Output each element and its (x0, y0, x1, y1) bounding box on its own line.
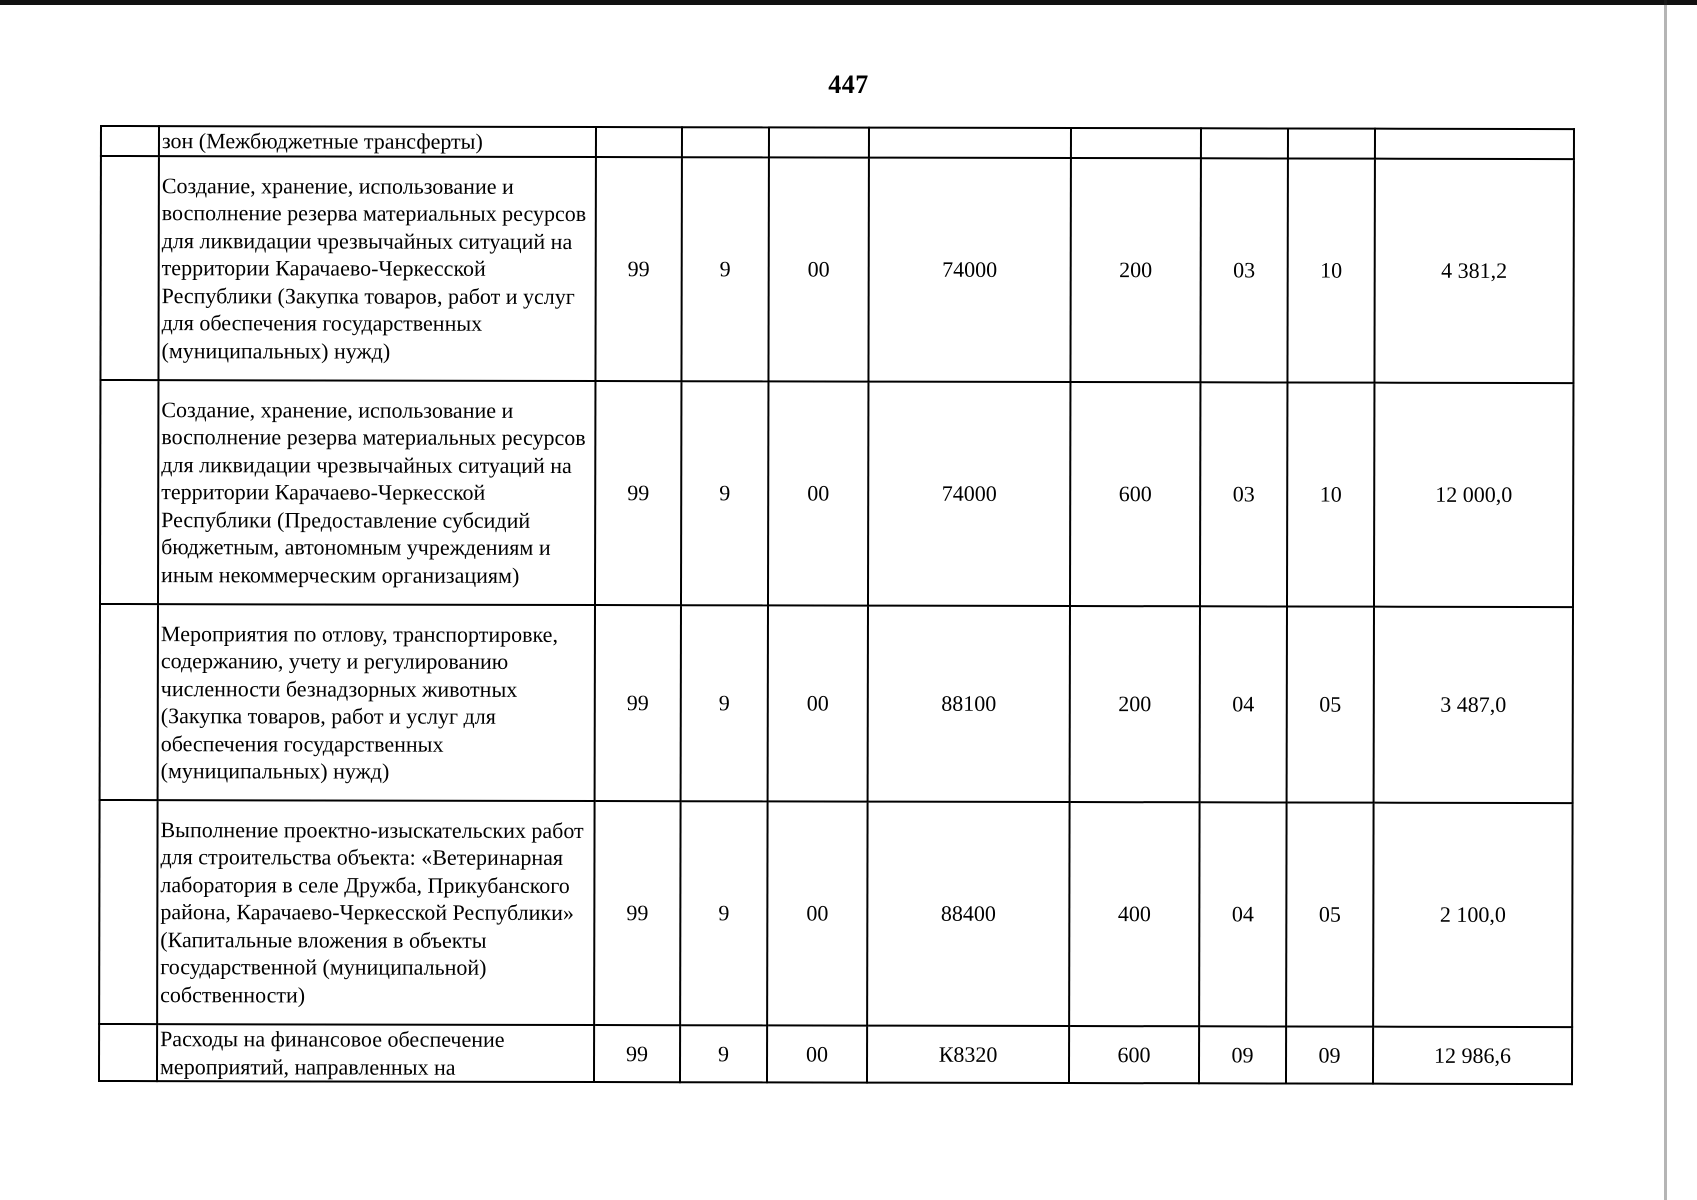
table-cell-section: 03 (1200, 158, 1287, 382)
table-cell-main-activity: 00 (767, 801, 867, 1025)
table-cell-amount: 12 986,6 (1373, 1027, 1572, 1084)
table-cell-index (99, 1024, 157, 1081)
table-cell-direction: 88100 (868, 606, 1070, 802)
table-cell (596, 127, 682, 157)
table-cell-direction: 74000 (868, 382, 1070, 606)
table-cell-main-activity: 00 (768, 605, 868, 801)
table-row (99, 1024, 1572, 1084)
table-cell-subsection: 05 (1287, 606, 1374, 802)
table-cell-expense-type: 200 (1070, 606, 1200, 802)
table-cell-expense-type: 600 (1070, 382, 1200, 606)
table-cell-direction: 88400 (867, 802, 1069, 1026)
table-cell (1071, 128, 1201, 158)
table-cell-description: Выполнение проектно-изыскательских работ для строительства объекта: «Ветеринарная лаборатория в селе Дружба, Прикубанского района, Карачаево-Черкесской Республики» (Капитальные вложения в объекты государственной (муниципальной) собственности) (157, 800, 594, 1025)
table-row (100, 380, 1573, 607)
table-cell-subprogram: 9 (680, 801, 767, 1025)
table-row-continuation (101, 126, 1574, 159)
table-cell (682, 127, 769, 157)
table-cell-subsection: 05 (1286, 802, 1373, 1026)
table-row (99, 800, 1572, 1027)
table-cell-program: 99 (594, 1025, 680, 1082)
table-cell-amount: 3 487,0 (1374, 607, 1573, 803)
budget-table (98, 125, 1575, 1085)
table-cell-program: 99 (595, 157, 681, 381)
table-cell-description: Расходы на финансовое обеспечение мероприятий, направленных на (157, 1024, 594, 1082)
table-cell-description: Мероприятия по отлову, транспортировке, содержанию, учету и регулированию численности безнадзорных животных (Закупка товаров, работ и услуг для обеспечения государственных (муниципальных) нужд) (158, 604, 595, 801)
table-cell (1375, 129, 1574, 159)
table-cell-program: 99 (595, 605, 681, 801)
table-cell-index (100, 156, 158, 380)
table-cell-subprogram: 9 (681, 605, 768, 801)
table-cell-program: 99 (594, 801, 680, 1025)
table-cell-main-activity: 00 (768, 381, 868, 605)
scan-right-edge (1664, 0, 1667, 1200)
table-cell-description: Создание, хранение, использование и восполнение резерва материальных ресурсов для ликвидации чрезвычайных ситуаций на территории Карачаево-Черкесской Республики (Закупка товаров, работ и услуг для обеспечения государственных (муниципальных) нужд) (158, 156, 595, 381)
table-cell-direction: 74000 (868, 158, 1070, 382)
table-cell-main-activity: 00 (767, 1025, 867, 1082)
table-cell-description: Создание, хранение, использование и восполнение резерва материальных ресурсов для ликвидации чрезвычайных ситуаций на территории Карачаево-Черкесской Республики (Предоставление субсидий бюджетным, автономным учреждениям и иным некоммерческим организациям) (158, 380, 595, 605)
table-row (100, 156, 1573, 383)
table-cell (869, 128, 1071, 158)
table-cell-section: 04 (1200, 606, 1287, 802)
table-cell-subprogram: 9 (681, 381, 768, 605)
table-cell (1288, 128, 1375, 158)
table-cell-expense-type: 600 (1069, 1026, 1199, 1083)
table-cell-amount: 2 100,0 (1373, 803, 1572, 1027)
page-number: 447 (828, 70, 869, 99)
table-cell-index (100, 380, 158, 604)
table-cell (1201, 128, 1288, 158)
table-cell-direction: К8320 (867, 1026, 1069, 1083)
table-cell-index (101, 126, 159, 156)
table-cell-section: 04 (1199, 802, 1286, 1026)
table-cell-index (100, 604, 158, 800)
table-cell-subsection: 10 (1287, 382, 1374, 606)
table-cell (769, 127, 869, 157)
table-cell-amount: 4 381,2 (1374, 159, 1573, 383)
table-cell-index (99, 800, 157, 1024)
table-cell-program: 99 (595, 381, 681, 605)
table-cell-subprogram: 9 (680, 1025, 767, 1082)
table-cell-section: 03 (1200, 382, 1287, 606)
table-cell-expense-type: 400 (1069, 802, 1199, 1026)
table-cell-subsection: 09 (1286, 1026, 1373, 1083)
scan-top-edge (0, 0, 1697, 5)
table-cell-subprogram: 9 (681, 157, 768, 381)
table-cell-section: 09 (1199, 1026, 1286, 1083)
table-cell-amount: 12 000,0 (1374, 383, 1573, 607)
table-row (100, 604, 1573, 803)
table-cell-expense-type: 200 (1070, 158, 1200, 382)
table-cell-subsection: 10 (1287, 158, 1374, 382)
table-cell-main-activity: 00 (768, 157, 868, 381)
table-cell-description: зон (Межбюджетные трансферты) (159, 126, 596, 157)
